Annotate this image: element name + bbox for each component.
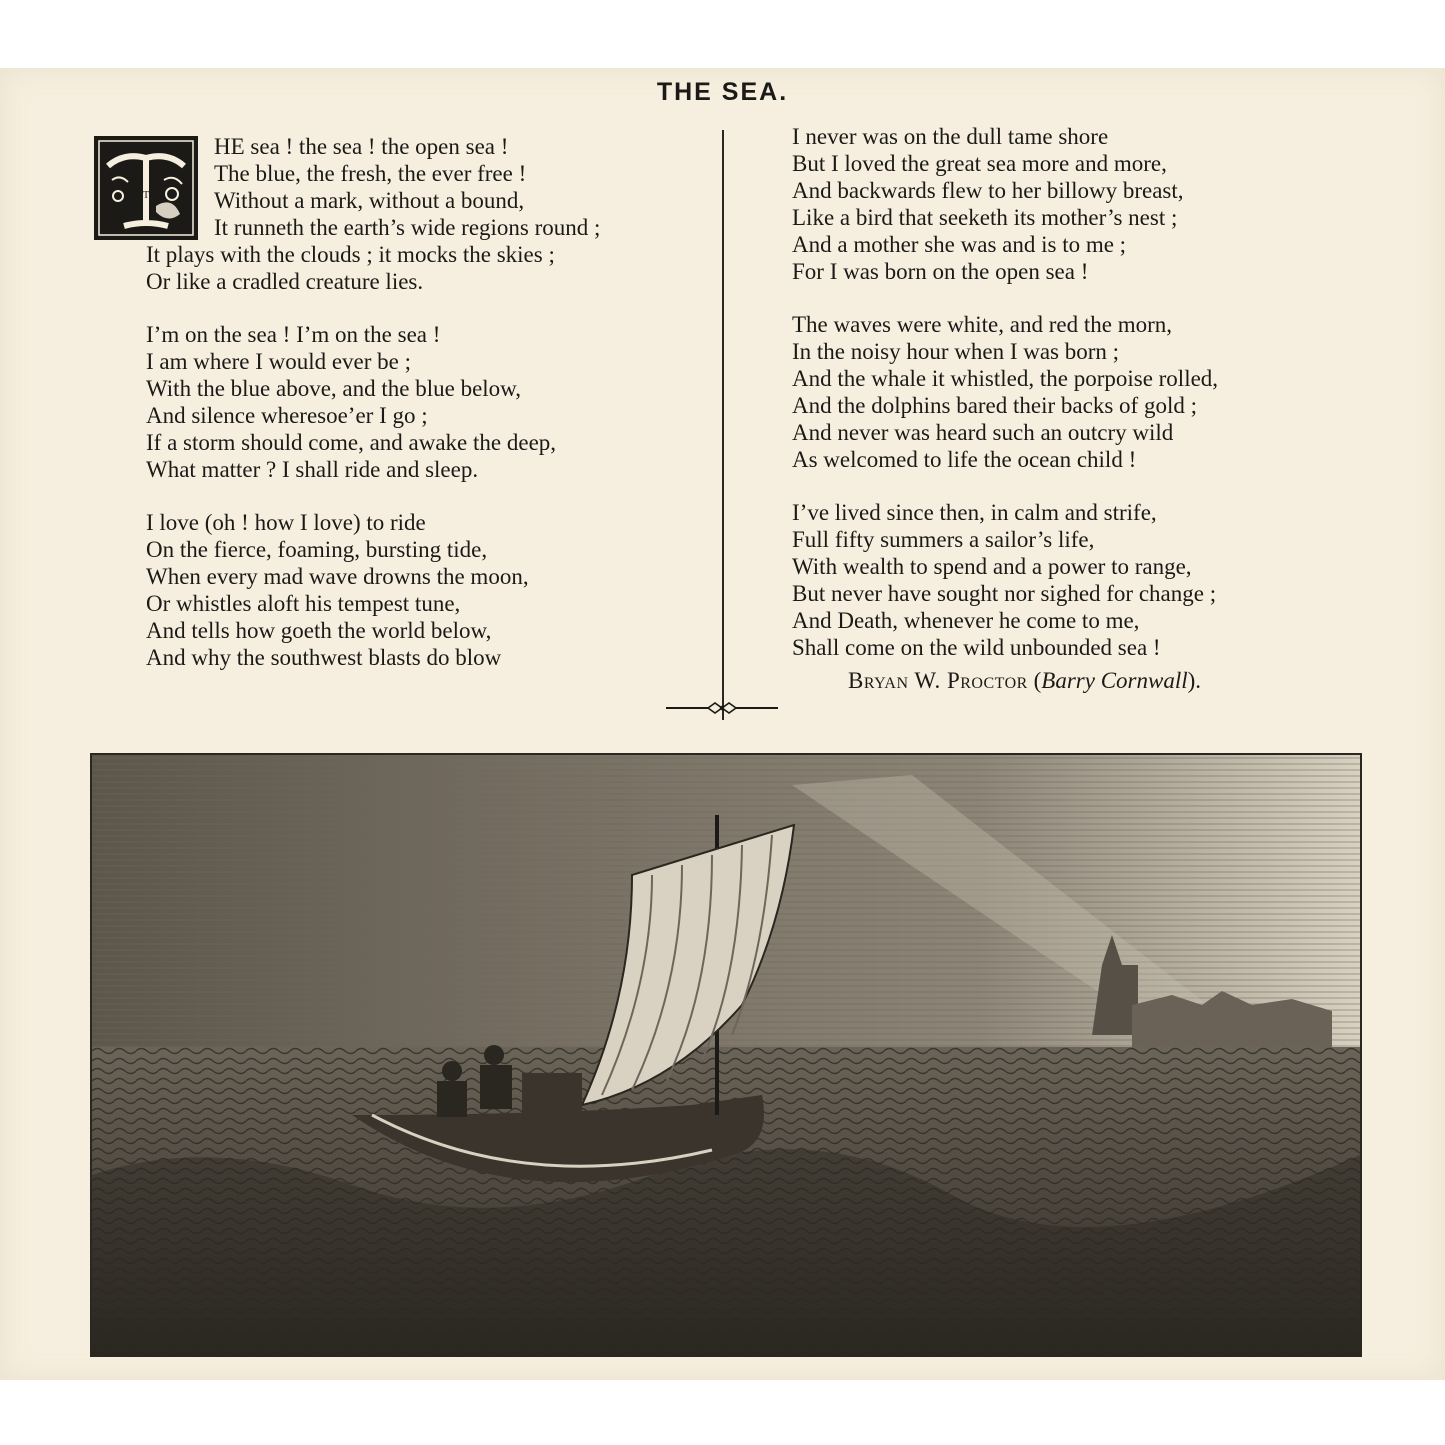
book-page [0, 68, 1445, 1380]
ornament-divider-icon [664, 696, 780, 720]
poem-line: And never was heard such an outcry wild [792, 420, 1174, 445]
poem-line: Or like a cradled creature lies. [146, 269, 424, 294]
poem-line: With wealth to spend and a power to range, [792, 554, 1192, 579]
pseudonym: Barry Cornwall [1041, 668, 1188, 693]
poem-line: But never have sought nor sighed for change ; [792, 581, 1217, 606]
author-name: Bryan W. Proctor [848, 668, 1028, 693]
poem-line: And Death, whenever he come to me, [792, 608, 1140, 633]
stanza [792, 311, 1392, 473]
stanza [146, 321, 706, 483]
poem-line: And tells how goeth the world below, [146, 618, 492, 643]
poem-line: It runneth the earth’s wide regions round ; [214, 215, 601, 240]
attribution [848, 668, 1201, 694]
stanza [792, 123, 1392, 285]
poem-line: And backwards flew to her billowy breast, [792, 178, 1184, 203]
stanza [146, 509, 706, 671]
poem-line: It plays with the clouds ; it mocks the skies ; [146, 242, 555, 267]
dropcap-letter: T [142, 190, 150, 201]
poem-line: And why the southwest blasts do blow [146, 645, 502, 670]
poem-line: And the dolphins bared their backs of gold ; [792, 393, 1197, 418]
stanza [792, 499, 1392, 661]
poem-line: Like a bird that seeketh its mother’s nest ; [792, 205, 1178, 230]
poem-title: THE SEA. [656, 78, 789, 106]
ornamental-dropcap-icon [94, 136, 198, 240]
poem-line: And silence wheresoe’er I go ; [146, 403, 428, 428]
poem-line: Or whistles aloft his tempest tune, [146, 591, 461, 616]
poem-line: If a storm should come, and awake the deep, [146, 430, 557, 455]
poem-line: Without a mark, without a bound, [214, 188, 525, 213]
poem-line: I am where I would ever be ; [146, 349, 412, 374]
left-column [142, 133, 706, 697]
poem-line: On the fierce, foaming, bursting tide, [146, 537, 488, 562]
poem-line: For I was born on the open sea ! [792, 259, 1089, 284]
poem-line: The waves were white, and red the morn, [792, 312, 1172, 337]
poem-line: HE sea ! the sea ! the open sea ! [214, 134, 509, 159]
poem-line: I’ve lived since then, in calm and strife, [792, 500, 1157, 525]
poem-line: I love (oh ! how I love) to ride [146, 510, 426, 535]
right-column [792, 123, 1392, 687]
poem-line: And the whale it whistled, the porpoise rolled, [792, 366, 1219, 391]
poem-line: Shall come on the wild unbounded sea ! [792, 635, 1161, 660]
poem-line: When every mad wave drowns the moon, [146, 564, 529, 589]
attribution-close: ). [1187, 668, 1202, 693]
poem-line: As welcomed to life the ocean child ! [792, 447, 1137, 472]
poem-line: What matter ? I shall ride and sleep. [146, 457, 479, 482]
column-divider [722, 130, 724, 720]
sailboat-on-sea-illustration [92, 755, 1360, 1355]
poem-line: But I loved the great sea more and more, [792, 151, 1167, 176]
poem-line: In the noisy hour when I was born ; [792, 339, 1120, 364]
poem-line: I’m on the sea ! I’m on the sea ! [146, 322, 441, 347]
sailboat-engraving [90, 753, 1362, 1357]
stanza [142, 133, 706, 295]
poem-line: Full fifty summers a sailor’s life, [792, 527, 1095, 552]
poem-line: And a mother she was and is to me ; [792, 232, 1127, 257]
poem-line: The blue, the fresh, the ever free ! [214, 161, 527, 186]
attribution-open: ( [1033, 668, 1042, 693]
poem-line: With the blue above, and the blue below, [146, 376, 522, 401]
poem-line: I never was on the dull tame shore [792, 124, 1109, 149]
